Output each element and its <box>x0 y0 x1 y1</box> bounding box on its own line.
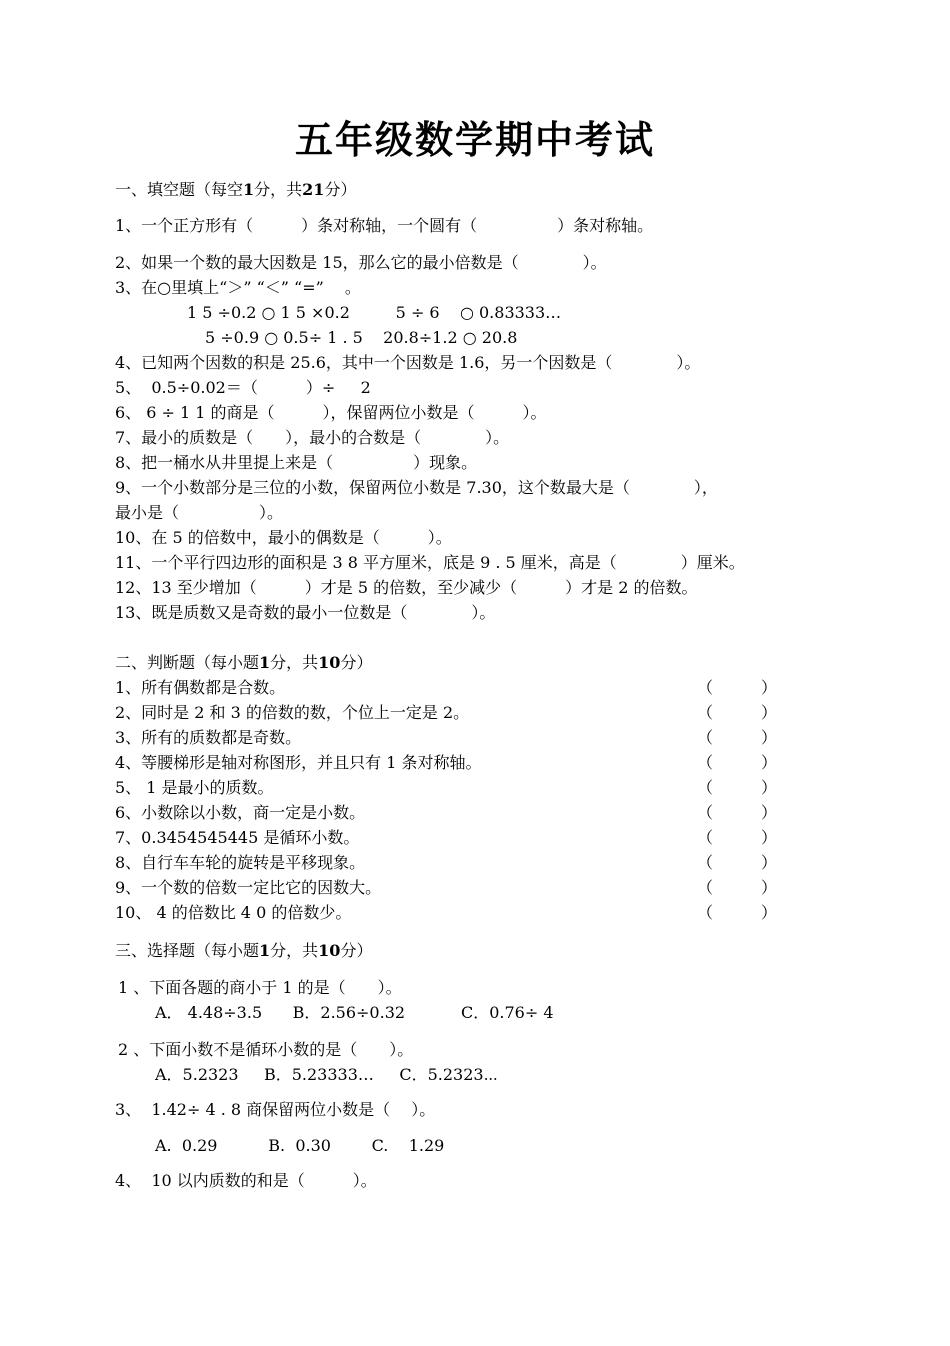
judge-item-8: 8、自行车车轮的旋转是平移现象。 <box>115 853 366 872</box>
fill-item-4: 4、已知两个因数的积是 25.6，其中一个因数是 1.6，另一个因数是（ ）。 <box>115 353 701 372</box>
choice-item-3: 3、 1.42÷ 4 . 8 商保留两位小数是（ ）。 <box>115 1100 436 1119</box>
answer-bracket: （ ） <box>697 828 778 847</box>
answer-bracket: （ ） <box>697 728 778 747</box>
choice-item-3-options: A. 0.29 B. 0.30 C. 1.29 <box>155 1136 445 1155</box>
judge-item-6: 6、小数除以小数，商一定是小数。 <box>115 803 366 822</box>
judge-item-7: 7、0.3454545445 是循环小数。 <box>115 828 360 847</box>
fill-item-3-row-1: 1 5 ÷0.2 ○ 1 5 ×0.2 5 ÷ 6 ○ 0.83333… <box>187 303 562 322</box>
answer-bracket: （ ） <box>697 903 778 922</box>
fill-item-7: 7、最小的质数是（ ），最小的合数是（ ）。 <box>115 428 510 447</box>
fill-item-2: 2、如果一个数的最大因数是 15，那么它的最小倍数是（ ）。 <box>115 253 607 272</box>
fill-item-10: 10、在 5 的倍数中，最小的偶数是（ ）。 <box>115 528 452 547</box>
choice-item-1: 1 、下面各题的商小于 1 的是（ ）。 <box>118 978 402 997</box>
choice-item-1-options: A． 4.48÷3.5 B．2.56÷0.32 C．0.76÷ 4 <box>155 1003 554 1022</box>
fill-item-9-cont: 最小是（ ）。 <box>115 503 284 522</box>
fill-item-6: 6、 6 ÷ 1 1 的商是（ ），保留两位小数是（ ）。 <box>115 403 547 422</box>
fill-item-3: 3、在○里填上“＞” “＜” “=” 。 <box>115 278 361 297</box>
judge-item-9: 9、一个数的倍数一定比它的因数大。 <box>115 878 382 897</box>
answer-bracket: （ ） <box>697 778 778 797</box>
fill-item-8: 8、把一桶水从井里提上来是（ ）现象。 <box>115 453 478 472</box>
fill-item-11: 11、一个平行四边形的面积是 3 8 平方厘米，底是 9 . 5 厘米，高是（ ）厘米。 <box>115 553 745 572</box>
answer-bracket: （ ） <box>697 753 778 772</box>
judge-item-4: 4、等腰梯形是轴对称图形，并且只有 1 条对称轴。 <box>115 753 482 772</box>
fill-item-5: 5、 0.5÷0.02＝（ ）÷ 2 <box>115 378 371 397</box>
judge-item-1: 1、所有偶数都是合数。 <box>115 678 286 697</box>
choice-item-4: 4、 10 以内质数的和是（ ）。 <box>115 1171 377 1190</box>
choice-item-2: 2 、下面小数不是循环小数的是（ ）。 <box>118 1040 414 1059</box>
section2-heading: 二、判断题（每小题1分，共10分） <box>115 653 373 672</box>
fill-item-9: 9、一个小数部分是三位的小数，保留两位小数是 7.30，这个数最大是（ ）， <box>115 478 718 497</box>
answer-bracket: （ ） <box>697 703 778 722</box>
section1-heading: 一、填空题（每空1分，共21分） <box>115 180 357 199</box>
judge-item-5: 5、 1 是最小的质数。 <box>115 778 274 797</box>
choice-item-2-options: A．5.2323 B．5.23333… C．5.2323⋯ <box>155 1065 498 1084</box>
judge-item-2: 2、同时是 2 和 3 的倍数的数，个位上一定是 2。 <box>115 703 470 722</box>
fill-item-3-row-2: 5 ÷0.9 ○ 0.5÷ 1 . 5 20.8÷1.2 ○ 20.8 <box>205 328 518 347</box>
answer-bracket: （ ） <box>697 678 778 697</box>
judge-item-10: 10、 4 的倍数比 4 0 的倍数少。 <box>115 903 352 922</box>
page-title: 五年级数学期中考试 <box>294 117 655 162</box>
fill-item-1: 1、一个正方形有（ ）条对称轴，一个圆有（ ）条对称轴。 <box>115 216 654 235</box>
answer-bracket: （ ） <box>697 878 778 897</box>
fill-item-12: 12、13 至少增加（ ）才是 5 的倍数，至少减少（ ）才是 2 的倍数。 <box>115 578 698 597</box>
answer-bracket: （ ） <box>697 853 778 872</box>
answer-bracket: （ ） <box>697 803 778 822</box>
fill-item-13: 13、既是质数又是奇数的最小一位数是（ ）。 <box>115 603 496 622</box>
section3-heading: 三、选择题（每小题1分，共10分） <box>115 941 373 960</box>
judge-item-3: 3、所有的质数都是奇数。 <box>115 728 302 747</box>
